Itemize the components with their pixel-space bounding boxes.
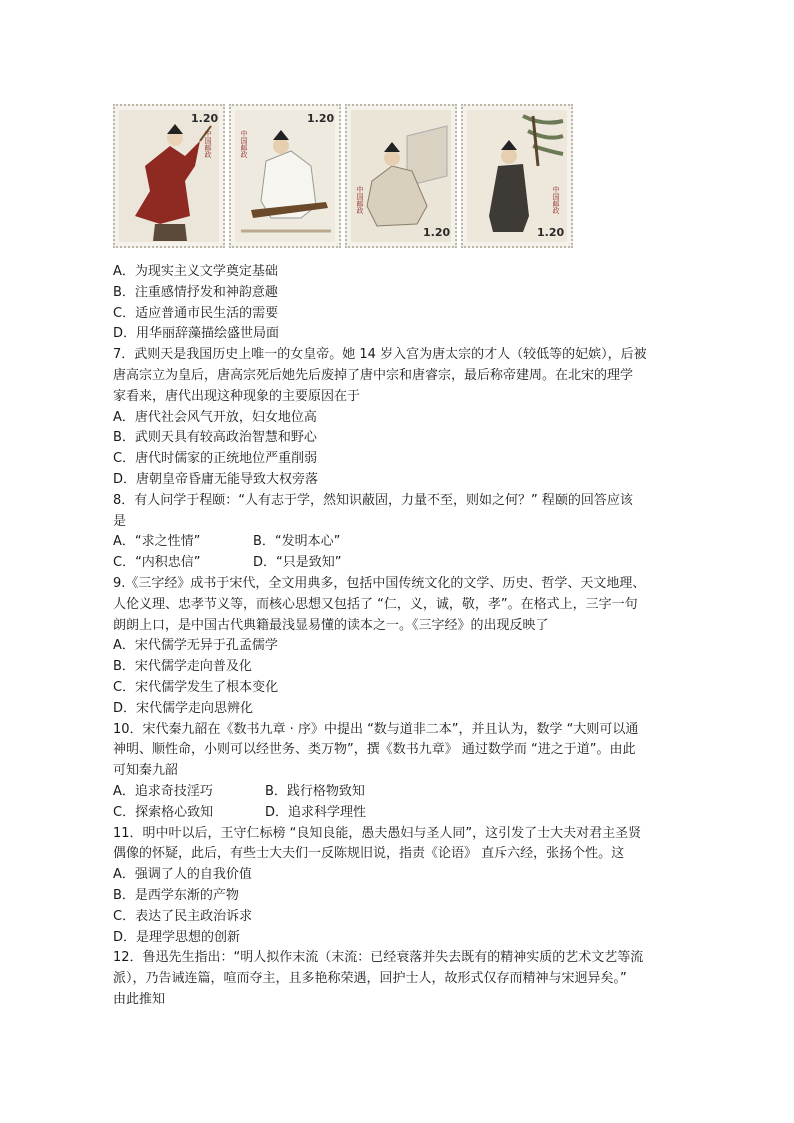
- option-a: A．唐代社会风气开放，妇女地位高: [113, 409, 317, 425]
- question-stem: 8．有人问学于程颐：“人有志于学，然知识蔽固，力量不至，则如之何？” 程颐的回答应该: [113, 492, 633, 508]
- question-7: [113, 345, 683, 491]
- stamp-3: [345, 104, 457, 248]
- question-stem: 12．鲁迅先生指出：“明人拟作末流（末流：已经衰落并失去既有的精神实质的艺术文艺等流: [113, 950, 644, 966]
- stamp-figure-red-robe: [115, 106, 223, 246]
- option-b: B．践行格物致知: [265, 783, 365, 799]
- question-stem: 10．宋代秦九韶在《数书九章 · 序》中提出 “数与道非二本”，并且认为，数学 “大则可以通: [113, 721, 639, 737]
- option-row: [113, 782, 683, 803]
- question-stem: 由此推知: [113, 991, 166, 1007]
- question-stem: 11．明中叶以后，王守仁标榜 “良知良能，愚夫愚妇与圣人同”，这引发了士大夫对君主圣贤: [113, 825, 642, 841]
- question-stem: 神明、顺性命，小则可以经世务、类万物”，撰《数书九章》 通过数学而 “进之于道”。由此: [113, 742, 636, 758]
- option-d: D．“只是致知”: [253, 555, 342, 571]
- question-stem: 9.《三字经》成书于宋代，全文用典多，包括中国传统文化的文学、历史、哲学、天文地理、: [113, 575, 646, 591]
- option-row: [113, 553, 683, 574]
- option-d: D．唐朝皇帝昏庸无能导致大权旁落: [113, 471, 319, 487]
- question-stem: 朗朗上口，是中国古代典籍最浅显易懂的读本之一。《三字经》的出现反映了: [113, 617, 549, 633]
- stamp-figure-guqin: [231, 106, 339, 246]
- option-a: A．强调了人的自我价值: [113, 867, 252, 883]
- question-stem: 可知秦九韶: [113, 763, 179, 779]
- option-row: [113, 532, 683, 553]
- question-stem: 是: [113, 513, 127, 529]
- option-b: B．武则天具有较高政治智慧和野心: [113, 430, 317, 446]
- option-d: D．追求科学理性: [265, 804, 367, 820]
- question-9: [113, 574, 683, 720]
- question-11: [113, 824, 683, 949]
- option-a: A．“求之性情”: [113, 534, 201, 550]
- option-c: C．表达了民主政治诉求: [113, 908, 253, 924]
- question-12: [113, 948, 683, 1010]
- stamp-value: 1.20: [423, 226, 451, 239]
- stamp-country: 中国邮政: [552, 186, 560, 214]
- stamp-1: [113, 104, 225, 248]
- option-a: A．追求奇技淫巧: [113, 783, 213, 799]
- question-8: [113, 491, 683, 574]
- question-stem: 人伦义理、忠孝节义等，而核心思想又包括了 “仁，义，诚，敬，孝”。在格式上，三字一句: [113, 596, 638, 612]
- option-d: D．是理学思想的创新: [113, 929, 241, 945]
- stamp-country: 中国邮政: [204, 130, 212, 158]
- option-row: [113, 803, 683, 824]
- option-b: B．注重感情抒发和神韵意趣: [113, 284, 278, 300]
- question-stem: 偶像的怀疑，此后，有些士大夫们一反陈规旧说，指责《论语》 直斥六经，张扬个性。这: [113, 846, 625, 862]
- option-c: C．适应普通市民生活的需要: [113, 305, 279, 321]
- option-b: B．宋代儒学走向普及化: [113, 659, 252, 675]
- exam-content: [113, 262, 683, 1011]
- stamp-value: 1.20: [537, 226, 565, 239]
- question-10: [113, 720, 683, 824]
- option-b: B．“发明本心”: [253, 534, 341, 550]
- stamp-value: 1.20: [191, 112, 219, 125]
- option-d: D．用华丽辞藻描绘盛世局面: [113, 326, 280, 342]
- question-stem: 7．武则天是我国历史上唯一的女皇帝。她 14 岁入宫为唐太宗的才人（较低等的妃嫔），后被: [113, 347, 647, 363]
- option-a: A．宋代儒学无异于孔孟儒学: [113, 638, 278, 654]
- option-d: D．宋代儒学走向思辨化: [113, 700, 254, 716]
- stamp-country: 中国邮政: [240, 130, 248, 158]
- option-b: B．是西学东渐的产物: [113, 887, 239, 903]
- stamp-4: [461, 104, 573, 248]
- option-c: C．宋代儒学发生了根本变化: [113, 679, 279, 695]
- option-c: C．唐代时儒家的正统地位严重削弱: [113, 451, 318, 467]
- stamp-strip: [113, 104, 577, 248]
- stamp-2: [229, 104, 341, 248]
- question-stem: 家看来，唐代出现这种现象的主要原因在于: [113, 388, 361, 404]
- option-c: C．“内积忠信”: [113, 555, 201, 571]
- stamp-country: 中国邮政: [356, 186, 364, 214]
- q6-options: [113, 262, 683, 345]
- stamp-figure-seated-scholar: [347, 106, 455, 246]
- question-stem: 唐高宗立为皇后，唐高宗死后她先后废掉了唐中宗和唐睿宗，最后称帝建周。在北宋的理学: [113, 367, 634, 383]
- option-a: A．为现实主义文学奠定基础: [113, 264, 278, 279]
- question-stem: 派），乃告诫连篇，喧而夺主，且多艳称荣遇，回护士人，故形式仅存而精神与宋迥异矣。”: [113, 971, 627, 987]
- stamp-figure-under-pine: [463, 106, 571, 246]
- stamp-value: 1.20: [307, 112, 335, 125]
- option-c: C．探索格心致知: [113, 804, 214, 820]
